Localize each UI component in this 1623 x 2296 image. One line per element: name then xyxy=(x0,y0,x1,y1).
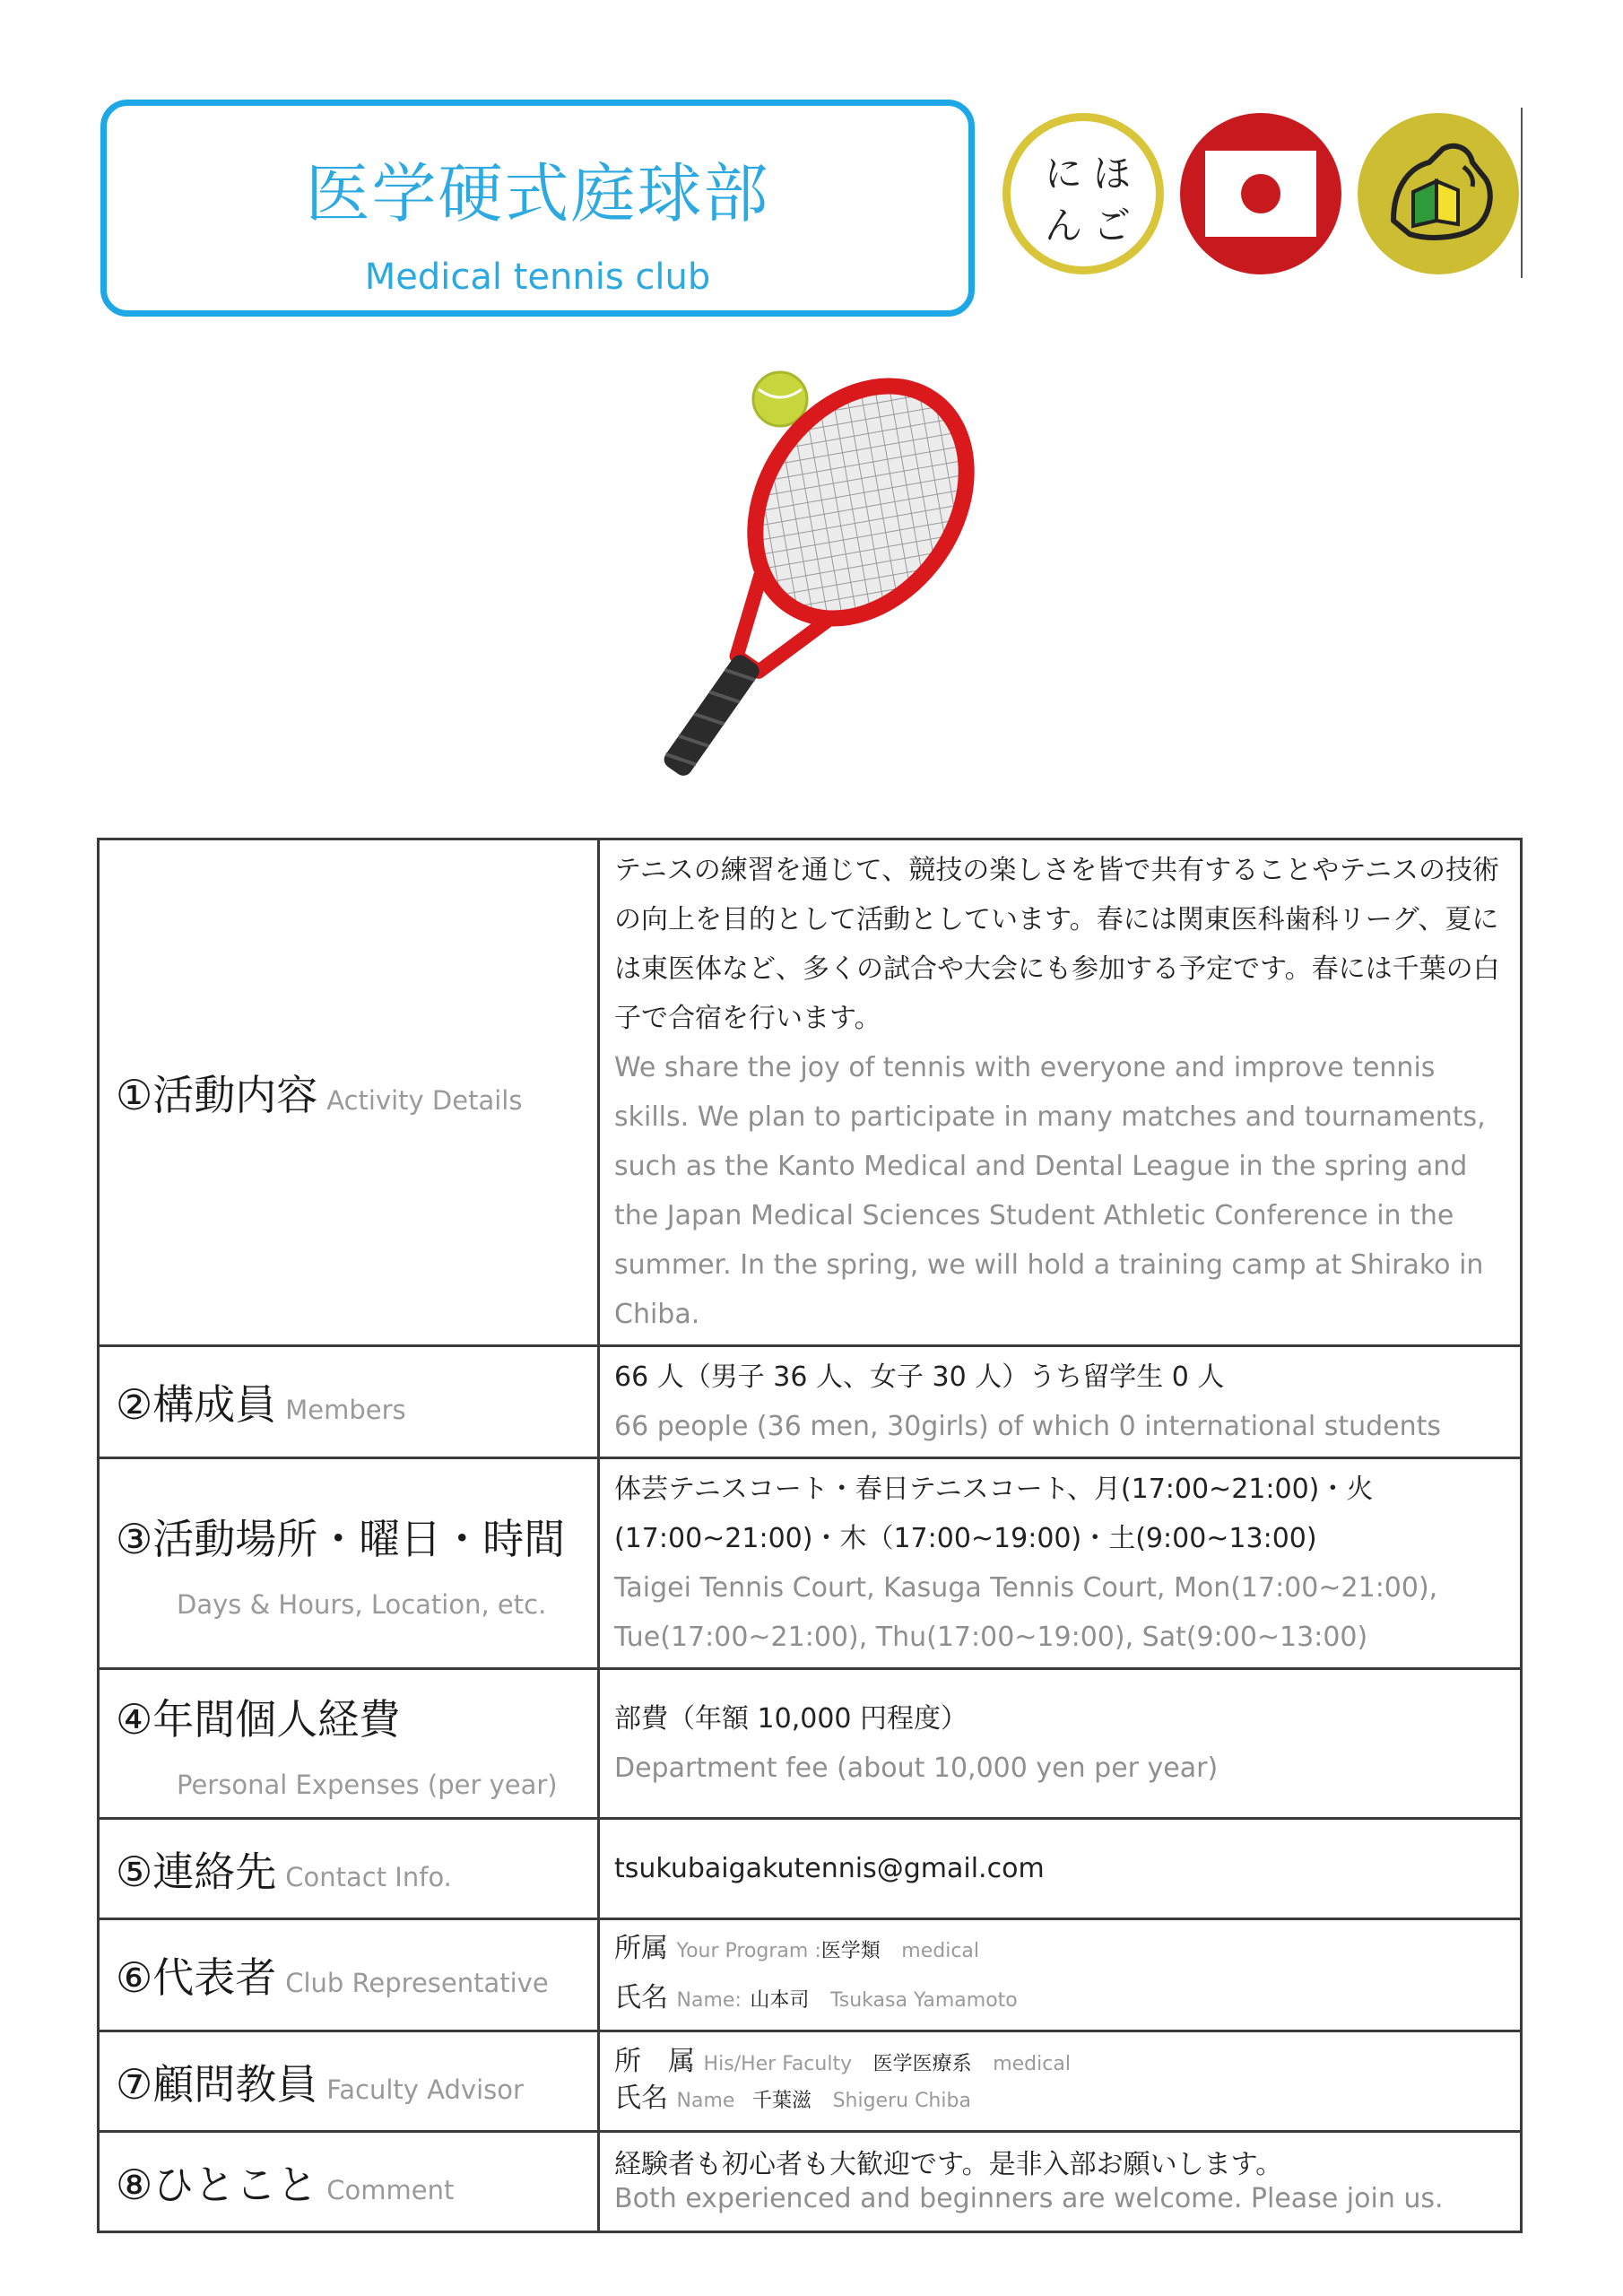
row-label xyxy=(99,1346,599,1458)
table-row xyxy=(99,1919,1522,2031)
content-en: We share the joy of tennis with everyone and improve tennis skills. We plan to participate in many matches and tournaments, such as the Kanto Medical and Dental League in the spring and the Japan Medical Sciences Student Athletic Conference in the summer. In the spring, we will hold a training camp at Shirako in Chiba. xyxy=(614,1052,1486,1330)
name-value: 千葉滋 xyxy=(752,2089,812,2112)
label-en: Personal Expenses (per year) xyxy=(177,1770,558,1800)
name-label-jp: 氏名 xyxy=(614,2082,668,2114)
faculty-line xyxy=(614,2045,1506,2082)
content-jp: 部費（年額 10,000 円程度） xyxy=(614,1703,968,1735)
label-jp: ⑥代表者 xyxy=(116,1953,277,2002)
name-value: 山本司 xyxy=(750,1989,810,2012)
faculty-value: 医学医療系 xyxy=(872,2052,972,2075)
content-en: Taigei Tennis Court, Kasuga Tennis Court, Mon(17:00~21:00), Tue(17:00~21:00), Thu(17:00~19:00), Sat(9:00~13:00) xyxy=(614,1572,1438,1653)
table-row xyxy=(99,1819,1522,1919)
label-jp: ⑦顧問教員 xyxy=(116,2059,318,2109)
row-content xyxy=(599,1669,1522,1819)
page-title: 医学硬式庭球部 xyxy=(305,156,770,231)
program-value: 医学類 xyxy=(820,1940,881,1962)
label-jp: ⑤連絡先 xyxy=(116,1847,277,1896)
name-value-en: Shigeru Chiba xyxy=(832,2089,971,2112)
name-label-jp: 氏名 xyxy=(614,1982,668,2013)
table-row xyxy=(99,2132,1522,2232)
label-jp: ⑧ひとこと xyxy=(116,2160,318,2209)
label-en: Activity Details xyxy=(326,1085,523,1116)
tennis-racket-icon xyxy=(574,350,1040,816)
row-content xyxy=(599,1819,1522,1919)
label-en: Contact Info. xyxy=(285,1861,452,1892)
label-en: Club Representative xyxy=(285,1968,549,1998)
divider xyxy=(1521,108,1523,278)
contact-email-link[interactable]: tsukubaigakutennis@gmail.com xyxy=(614,1853,1045,1884)
table-row xyxy=(99,1458,1522,1669)
label-en: Members xyxy=(285,1395,406,1425)
row-label xyxy=(99,1458,599,1669)
row-label xyxy=(99,1919,599,2031)
beginner-mark-arm-icon xyxy=(1358,113,1519,274)
table-row xyxy=(99,1346,1522,1458)
content-en: Department fee (about 10,000 yen per year) xyxy=(614,1752,1219,1784)
row-label xyxy=(99,2031,599,2132)
faculty-label-en: His/Her Faculty xyxy=(703,2052,853,2075)
label-jp: ①活動内容 xyxy=(116,1071,318,1119)
program-value-en: medical xyxy=(901,1940,980,1962)
nihongo-char: ご xyxy=(1093,204,1132,248)
name-line xyxy=(614,1975,1506,2024)
name-line xyxy=(614,2082,1506,2118)
program-label-jp: 所属 xyxy=(614,1933,668,1964)
label-en: Days & Hours, Location, etc. xyxy=(177,1589,547,1620)
content-jp: テニスの練習を通じて、競技の楽しさを皆で共有することやテニスの技術の向上を目的として活動としています。春には関東医科歯科リーグ、夏には東医体など、多くの試合や大会にも参加する予定です。春には千葉の白子で合宿を行います。 xyxy=(614,855,1500,1034)
table-row xyxy=(99,1669,1522,1819)
club-info-table xyxy=(97,838,1523,2233)
table-row xyxy=(99,839,1522,1346)
label-en: Faculty Advisor xyxy=(326,2074,524,2105)
faculty-label-jp: 所 属 xyxy=(614,2045,695,2077)
content-en: Both experienced and beginners are welcome. Please join us. xyxy=(614,2182,1444,2214)
nihongo-char: ほ xyxy=(1093,152,1132,196)
label-en: Comment xyxy=(326,2174,455,2205)
content-jp: 66 人（男子 36 人、女子 30 人）うち留学生 0 人 xyxy=(614,1361,1225,1393)
row-content xyxy=(599,1458,1522,1669)
title-box xyxy=(100,100,975,317)
row-label xyxy=(99,1819,599,1919)
nihongo-char: ん xyxy=(1045,204,1083,248)
nihongo-char: に xyxy=(1045,152,1083,196)
content-jp: 経験者も初心者も大歓迎です。是非入部お願いします。 xyxy=(614,2148,1283,2180)
name-label-en: Name: xyxy=(676,1989,742,2012)
program-line xyxy=(614,1926,1506,1975)
program-label-en: Your Program : xyxy=(676,1940,821,1962)
row-content xyxy=(599,2132,1522,2232)
row-content xyxy=(599,2031,1522,2132)
label-jp: ②構成員 xyxy=(116,1380,277,1429)
row-content xyxy=(599,1919,1522,2031)
row-content xyxy=(599,1346,1522,1458)
label-jp: ③活動場所・曜日・時間 xyxy=(116,1515,566,1563)
table-row xyxy=(99,2031,1522,2132)
label-jp: ④年間個人経費 xyxy=(116,1695,401,1744)
content-jp: 体芸テニスコート・春日テニスコート、月(17:00~21:00)・火(17:00~21:00)・木（17:00~19:00)・土(9:00~13:00) xyxy=(614,1474,1374,1554)
page-subtitle: Medical tennis club xyxy=(364,257,711,298)
content-en: 66 people (36 men, 30girls) of which 0 international students xyxy=(614,1411,1442,1442)
name-label-en: Name xyxy=(676,2089,735,2112)
row-label xyxy=(99,839,599,1346)
row-content xyxy=(599,839,1522,1346)
name-value-en: Tsukasa Yamamoto xyxy=(829,1989,1018,2012)
row-label xyxy=(99,2132,599,2232)
row-label xyxy=(99,1669,599,1819)
nihongo-badge-icon xyxy=(1002,113,1164,274)
faculty-value-en: medical xyxy=(993,2052,1071,2075)
japan-flag-icon xyxy=(1180,113,1341,274)
